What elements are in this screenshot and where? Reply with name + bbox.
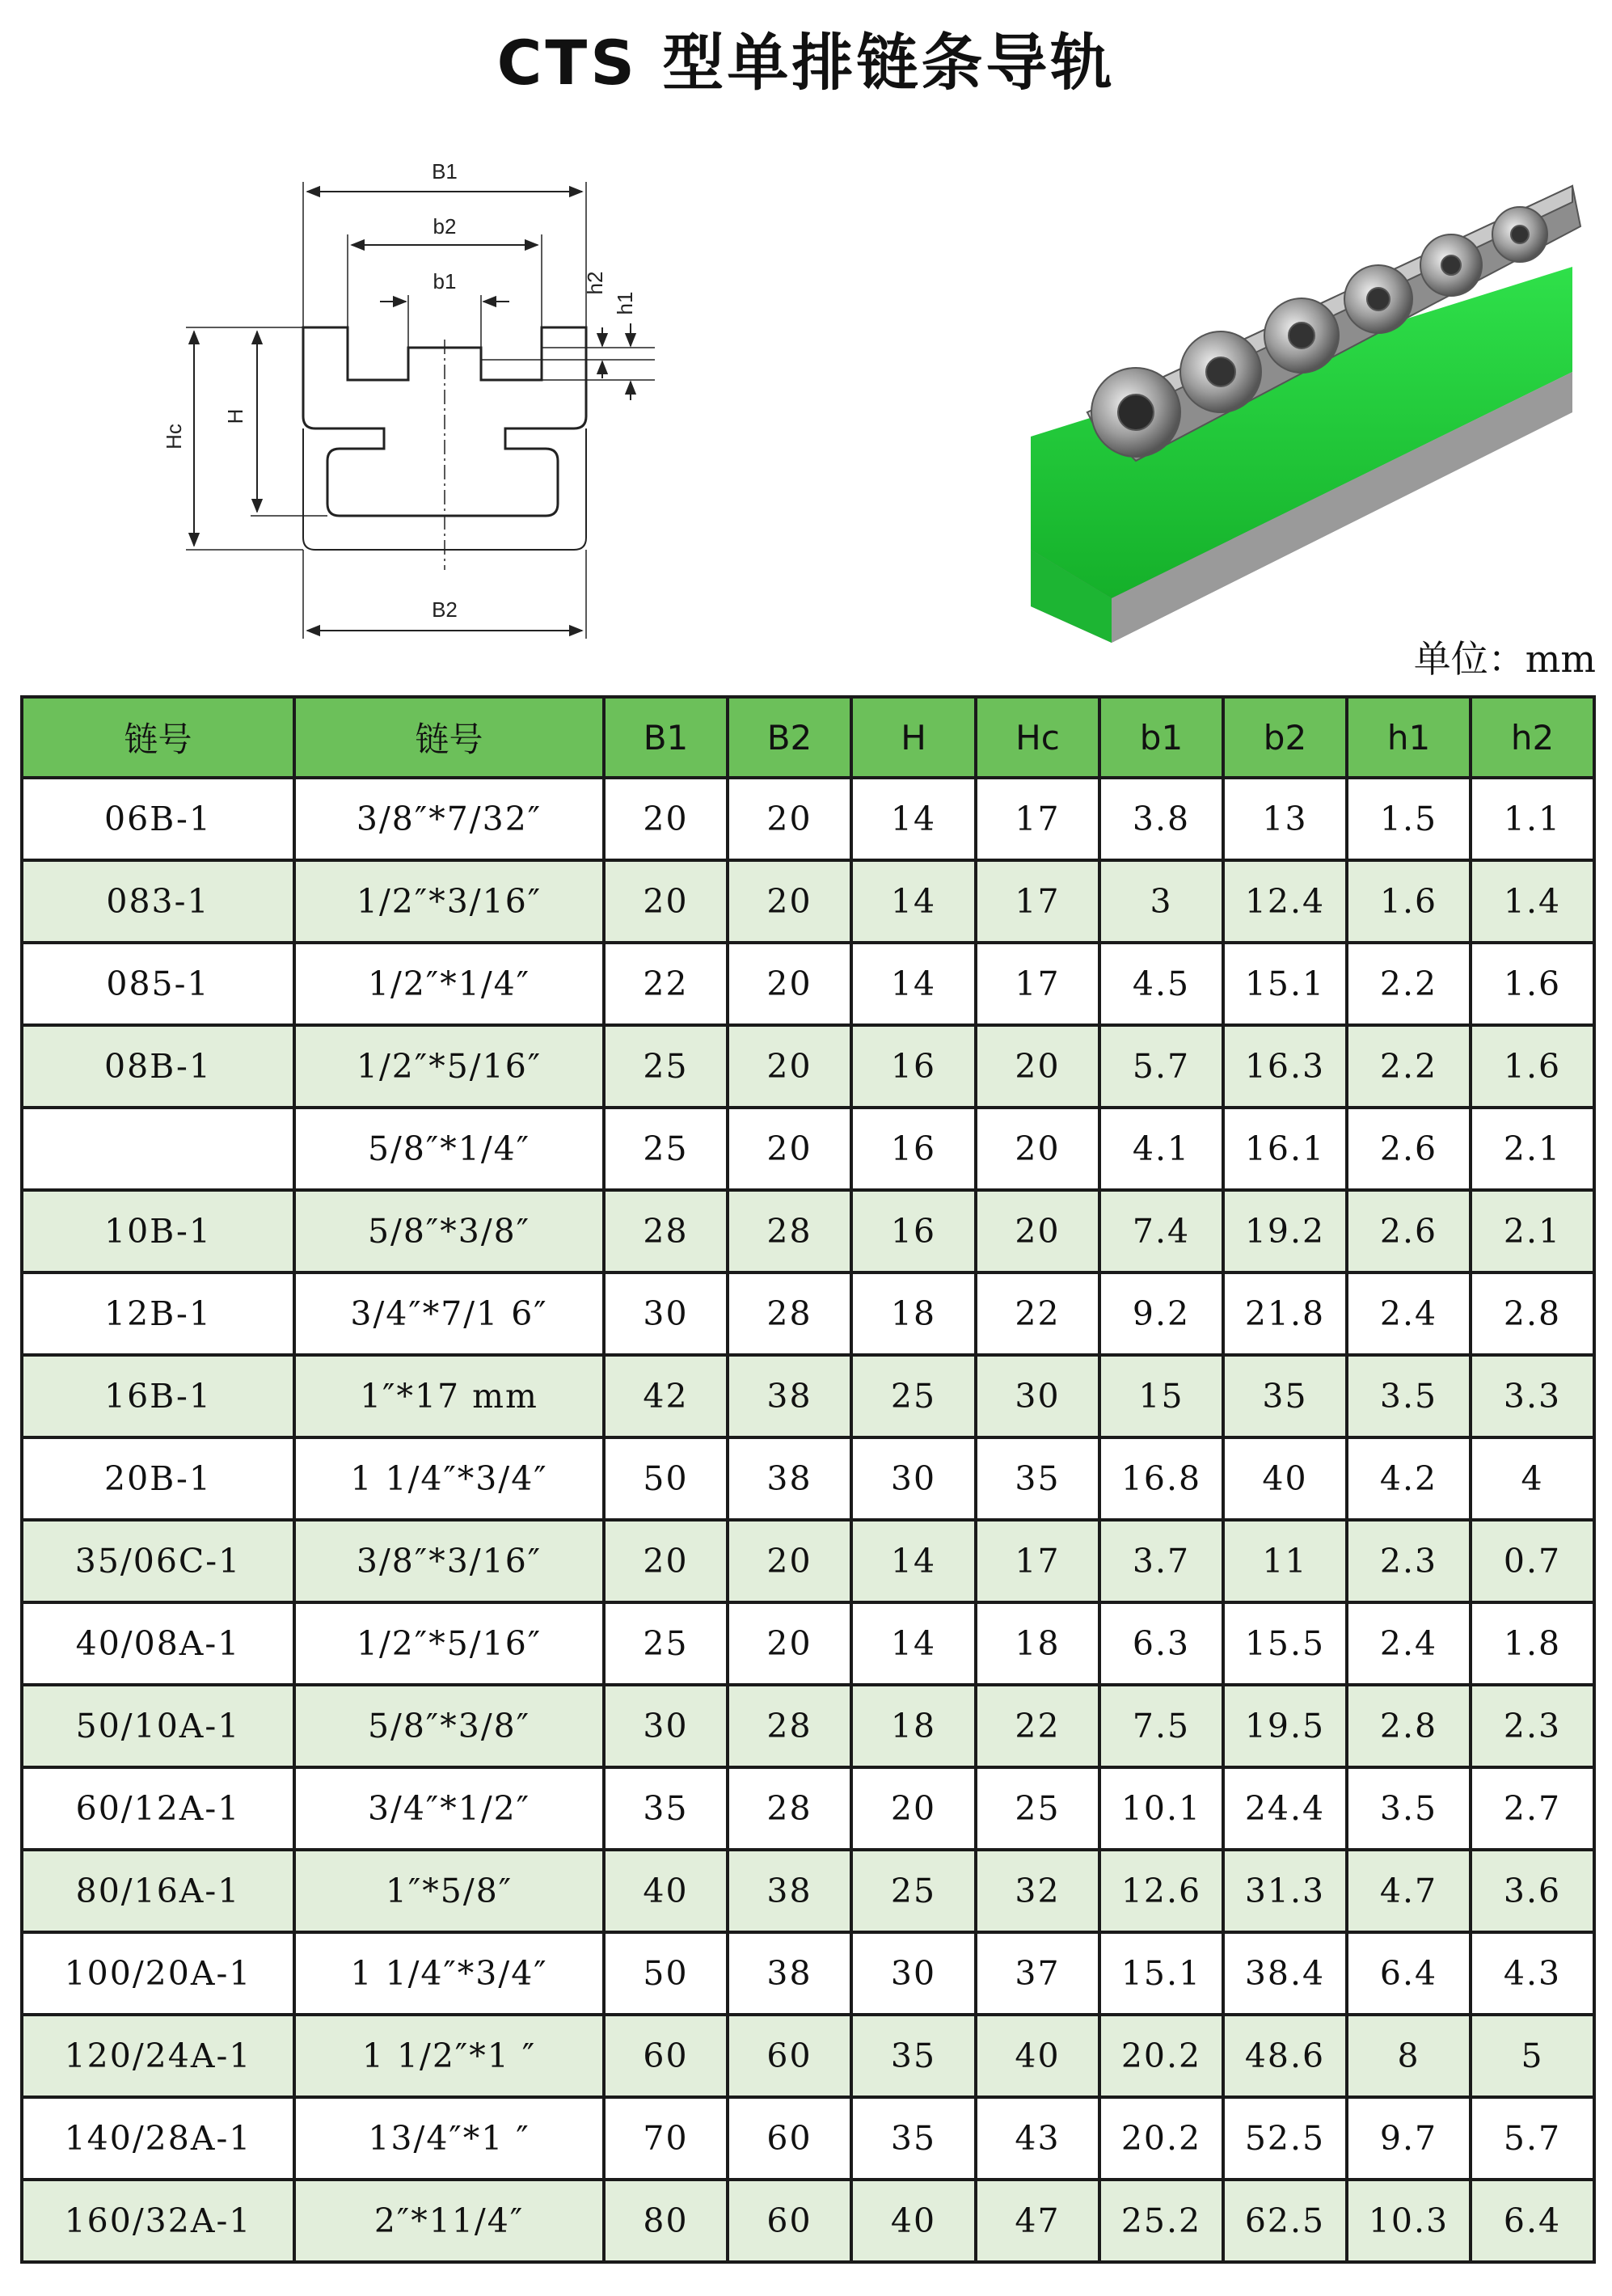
table-cell: 80 xyxy=(604,2180,728,2262)
table-row xyxy=(22,860,1594,943)
table-cell: 2.7 xyxy=(1471,1767,1594,1850)
table-cell: 60 xyxy=(604,2015,728,2097)
table-cell: 40 xyxy=(604,1850,728,1932)
table-row xyxy=(22,943,1594,1025)
table-cell: 20 xyxy=(976,1108,1099,1190)
table-cell: 37 xyxy=(976,1932,1099,2015)
spec-table xyxy=(20,695,1596,2264)
table-cell: 15.5 xyxy=(1223,1602,1347,1685)
unit-label: 单位：mm xyxy=(1413,637,1596,681)
table-cell: 30 xyxy=(976,1355,1099,1437)
table-cell: 1/2″*5/16″ xyxy=(294,1025,604,1108)
table-cell: 50/10A-1 xyxy=(22,1685,294,1767)
table-cell: 1.1 xyxy=(1471,778,1594,860)
table-cell: 11 xyxy=(1223,1520,1347,1602)
table-row xyxy=(22,1520,1594,1602)
column-header: 链号 xyxy=(22,697,294,778)
table-cell: 16 xyxy=(851,1025,976,1108)
table-cell: 3/8″*3/16″ xyxy=(294,1520,604,1602)
table-cell: 28 xyxy=(728,1685,851,1767)
table-cell: 17 xyxy=(976,778,1099,860)
table-cell: 1″*5/8″ xyxy=(294,1850,604,1932)
table-cell: 16 xyxy=(851,1108,976,1190)
table-cell: 2″*11/4″ xyxy=(294,2180,604,2262)
table-row xyxy=(22,1850,1594,1932)
page-title: CTS 型单排链条导轨 xyxy=(496,27,1116,99)
table-row xyxy=(22,1108,1594,1190)
table-cell: 40 xyxy=(851,2180,976,2262)
table-cell: 4.3 xyxy=(1471,1932,1594,2015)
table-cell: 4.1 xyxy=(1099,1108,1223,1190)
table-cell: 08B-1 xyxy=(22,1025,294,1108)
table-cell: 38 xyxy=(728,1850,851,1932)
table-cell: 14 xyxy=(851,1602,976,1685)
table-cell: 4.7 xyxy=(1347,1850,1471,1932)
table-cell: 80/16A-1 xyxy=(22,1850,294,1932)
table-cell: 0.7 xyxy=(1471,1520,1594,1602)
table-cell: 5/8″*1/4″ xyxy=(294,1108,604,1190)
table-cell: 21.8 xyxy=(1223,1273,1347,1355)
table-cell: 16.3 xyxy=(1223,1025,1347,1108)
table-row xyxy=(22,1767,1594,1850)
table-cell: 17 xyxy=(976,1520,1099,1602)
table-cell: 5.7 xyxy=(1471,2097,1594,2180)
product-photo xyxy=(1015,170,1597,647)
table-cell: 60 xyxy=(728,2097,851,2180)
table-cell: 25 xyxy=(851,1850,976,1932)
table-cell: 20 xyxy=(728,1108,851,1190)
table-cell: 35 xyxy=(1223,1355,1347,1437)
table-cell: 22 xyxy=(976,1685,1099,1767)
table-cell: 2.3 xyxy=(1347,1520,1471,1602)
table-cell: 4.5 xyxy=(1099,943,1223,1025)
table-cell: 3 xyxy=(1099,860,1223,943)
table-cell: 12.4 xyxy=(1223,860,1347,943)
table-cell: 48.6 xyxy=(1223,2015,1347,2097)
table-cell: 1.6 xyxy=(1347,860,1471,943)
table-cell: 35/06C-1 xyxy=(22,1520,294,1602)
column-header: h1 xyxy=(1347,697,1471,778)
table-cell: 2.6 xyxy=(1347,1108,1471,1190)
table-cell: 38 xyxy=(728,1437,851,1520)
table-cell: 06B-1 xyxy=(22,778,294,860)
table-cell: 32 xyxy=(976,1850,1099,1932)
table-cell: 25 xyxy=(604,1108,728,1190)
table-cell: 16B-1 xyxy=(22,1355,294,1437)
table-cell: 28 xyxy=(728,1767,851,1850)
label-Hc: Hc xyxy=(162,424,186,449)
table-row xyxy=(22,1685,1594,1767)
table-cell: 20 xyxy=(604,778,728,860)
table-row xyxy=(22,1932,1594,2015)
table-cell: 16.1 xyxy=(1223,1108,1347,1190)
table-cell: 3.5 xyxy=(1347,1767,1471,1850)
table-cell: 160/32A-1 xyxy=(22,2180,294,2262)
table-row xyxy=(22,1025,1594,1108)
column-header: b2 xyxy=(1223,697,1347,778)
table-cell: 20 xyxy=(728,943,851,1025)
column-header: 链号 xyxy=(294,697,604,778)
table-cell: 10.3 xyxy=(1347,2180,1471,2262)
table-cell: 20 xyxy=(728,1602,851,1685)
table-cell: 43 xyxy=(976,2097,1099,2180)
table-cell: 20 xyxy=(728,1025,851,1108)
label-B2: B2 xyxy=(432,597,458,622)
table-cell: 5/8″*3/8″ xyxy=(294,1685,604,1767)
table-cell: 25 xyxy=(851,1355,976,1437)
table-cell: 18 xyxy=(851,1273,976,1355)
table-cell xyxy=(22,1108,294,1190)
table-cell: 5 xyxy=(1471,2015,1594,2097)
table-cell: 12.6 xyxy=(1099,1850,1223,1932)
table-row xyxy=(22,1190,1594,1273)
table-cell: 2.3 xyxy=(1471,1685,1594,1767)
table-cell: 1.6 xyxy=(1471,1025,1594,1108)
table-cell: 25 xyxy=(604,1602,728,1685)
table-cell: 40 xyxy=(1223,1437,1347,1520)
table-cell: 14 xyxy=(851,1520,976,1602)
table-row xyxy=(22,1355,1594,1437)
table-cell: 3.5 xyxy=(1347,1355,1471,1437)
table-cell: 15 xyxy=(1099,1355,1223,1437)
column-header: h2 xyxy=(1471,697,1594,778)
table-cell: 42 xyxy=(604,1355,728,1437)
table-cell: 2.4 xyxy=(1347,1602,1471,1685)
table-cell: 35 xyxy=(604,1767,728,1850)
label-b1: b1 xyxy=(433,269,457,293)
table-cell: 14 xyxy=(851,943,976,1025)
table-cell: 15.1 xyxy=(1099,1932,1223,2015)
table-cell: 1/2″*1/4″ xyxy=(294,943,604,1025)
table-cell: 28 xyxy=(728,1273,851,1355)
table-cell: 9.2 xyxy=(1099,1273,1223,1355)
table-row xyxy=(22,2097,1594,2180)
table-cell: 35 xyxy=(851,2097,976,2180)
column-header: b1 xyxy=(1099,697,1223,778)
table-cell: 14 xyxy=(851,778,976,860)
table-cell: 4.2 xyxy=(1347,1437,1471,1520)
label-h1: h1 xyxy=(613,291,637,315)
table-cell: 22 xyxy=(976,1273,1099,1355)
table-cell: 60/12A-1 xyxy=(22,1767,294,1850)
table-cell: 1.8 xyxy=(1471,1602,1594,1685)
column-header: H xyxy=(851,697,976,778)
table-cell: 31.3 xyxy=(1223,1850,1347,1932)
table-cell: 24.4 xyxy=(1223,1767,1347,1850)
table-cell: 7.4 xyxy=(1099,1190,1223,1273)
table-cell: 2.8 xyxy=(1347,1685,1471,1767)
table-cell: 083-1 xyxy=(22,860,294,943)
table-cell: 17 xyxy=(976,943,1099,1025)
table-cell: 19.5 xyxy=(1223,1685,1347,1767)
table-cell: 3.6 xyxy=(1471,1850,1594,1932)
table-cell: 2.2 xyxy=(1347,943,1471,1025)
table-cell: 3/4″*1/2″ xyxy=(294,1767,604,1850)
table-cell: 2.2 xyxy=(1347,1025,1471,1108)
table-cell: 4 xyxy=(1471,1437,1594,1520)
table-cell: 20 xyxy=(604,1520,728,1602)
table-cell: 18 xyxy=(976,1602,1099,1685)
table-cell: 1.4 xyxy=(1471,860,1594,943)
table-cell: 13 xyxy=(1223,778,1347,860)
table-cell: 22 xyxy=(604,943,728,1025)
table-cell: 3.3 xyxy=(1471,1355,1594,1437)
table-cell: 20B-1 xyxy=(22,1437,294,1520)
table-cell: 25 xyxy=(976,1767,1099,1850)
table-cell: 52.5 xyxy=(1223,2097,1347,2180)
column-header: B2 xyxy=(728,697,851,778)
table-cell: 100/20A-1 xyxy=(22,1932,294,2015)
table-cell: 3/4″*7/1 6″ xyxy=(294,1273,604,1355)
table-cell: 085-1 xyxy=(22,943,294,1025)
table-cell: 30 xyxy=(604,1685,728,1767)
table-cell: 30 xyxy=(851,1932,976,2015)
table-cell: 1/2″*5/16″ xyxy=(294,1602,604,1685)
table-cell: 18 xyxy=(851,1685,976,1767)
table-row xyxy=(22,1437,1594,1520)
table-cell: 5/8″*3/8″ xyxy=(294,1190,604,1273)
table-cell: 9.7 xyxy=(1347,2097,1471,2180)
table-cell: 20 xyxy=(728,1520,851,1602)
table-cell: 47 xyxy=(976,2180,1099,2262)
table-cell: 2.6 xyxy=(1347,1190,1471,1273)
table-cell: 35 xyxy=(976,1437,1099,1520)
table-cell: 140/28A-1 xyxy=(22,2097,294,2180)
table-cell: 3.8 xyxy=(1099,778,1223,860)
table-row xyxy=(22,2015,1594,2097)
table-cell: 28 xyxy=(728,1190,851,1273)
table-cell: 50 xyxy=(604,1437,728,1520)
table-cell: 1.6 xyxy=(1471,943,1594,1025)
table-cell: 7.5 xyxy=(1099,1685,1223,1767)
table-cell: 50 xyxy=(604,1932,728,2015)
table-row xyxy=(22,1273,1594,1355)
table-cell: 20 xyxy=(976,1190,1099,1273)
table-cell: 38 xyxy=(728,1932,851,2015)
table-cell: 12B-1 xyxy=(22,1273,294,1355)
table-header-row xyxy=(22,697,1594,778)
table-cell: 35 xyxy=(851,2015,976,2097)
cross-section-diagram xyxy=(154,150,655,647)
table-cell: 40/08A-1 xyxy=(22,1602,294,1685)
table-cell: 20 xyxy=(976,1025,1099,1108)
table-cell: 1″*17 mm xyxy=(294,1355,604,1437)
table-row xyxy=(22,2180,1594,2262)
table-cell: 20.2 xyxy=(1099,2015,1223,2097)
table-cell: 3.7 xyxy=(1099,1520,1223,1602)
table-cell: 2.4 xyxy=(1347,1273,1471,1355)
table-cell: 16.8 xyxy=(1099,1437,1223,1520)
table-cell: 19.2 xyxy=(1223,1190,1347,1273)
table-cell: 25.2 xyxy=(1099,2180,1223,2262)
table-cell: 20 xyxy=(604,860,728,943)
label-b2: b2 xyxy=(433,214,457,238)
table-body xyxy=(22,778,1594,2262)
table-cell: 16 xyxy=(851,1190,976,1273)
table-cell: 2.1 xyxy=(1471,1108,1594,1190)
column-header: B1 xyxy=(604,697,728,778)
table-cell: 30 xyxy=(604,1273,728,1355)
table-cell: 30 xyxy=(851,1437,976,1520)
table-cell: 20.2 xyxy=(1099,2097,1223,2180)
table-cell: 38.4 xyxy=(1223,1932,1347,2015)
table-cell: 15.1 xyxy=(1223,943,1347,1025)
table-cell: 10B-1 xyxy=(22,1190,294,1273)
table-cell: 70 xyxy=(604,2097,728,2180)
table-cell: 38 xyxy=(728,1355,851,1437)
table-cell: 6.4 xyxy=(1347,1932,1471,2015)
table-cell: 20 xyxy=(851,1767,976,1850)
table-cell: 62.5 xyxy=(1223,2180,1347,2262)
table-cell: 60 xyxy=(728,2180,851,2262)
table-cell: 2.1 xyxy=(1471,1190,1594,1273)
table-cell: 13/4″*1 ″ xyxy=(294,2097,604,2180)
table-cell: 3/8″*7/32″ xyxy=(294,778,604,860)
table-cell: 14 xyxy=(851,860,976,943)
table-cell: 20 xyxy=(728,778,851,860)
table-cell: 20 xyxy=(728,860,851,943)
table-cell: 10.1 xyxy=(1099,1767,1223,1850)
table-cell: 8 xyxy=(1347,2015,1471,2097)
table-cell: 1 1/2″*1 ″ xyxy=(294,2015,604,2097)
table-cell: 28 xyxy=(604,1190,728,1273)
column-header: Hc xyxy=(976,697,1099,778)
table-cell: 5.7 xyxy=(1099,1025,1223,1108)
table-cell: 17 xyxy=(976,860,1099,943)
table-row xyxy=(22,778,1594,860)
table-cell: 1 1/4″*3/4″ xyxy=(294,1437,604,1520)
table-cell: 6.3 xyxy=(1099,1602,1223,1685)
table-cell: 25 xyxy=(604,1025,728,1108)
table-cell: 1 1/4″*3/4″ xyxy=(294,1932,604,2015)
table-cell: 60 xyxy=(728,2015,851,2097)
label-h2: h2 xyxy=(583,271,607,295)
table-cell: 40 xyxy=(976,2015,1099,2097)
table-cell: 1.5 xyxy=(1347,778,1471,860)
label-B1: B1 xyxy=(432,159,458,184)
table-cell: 6.4 xyxy=(1471,2180,1594,2262)
table-cell: 2.8 xyxy=(1471,1273,1594,1355)
table-cell: 120/24A-1 xyxy=(22,2015,294,2097)
table-cell: 1/2″*3/16″ xyxy=(294,860,604,943)
label-H: H xyxy=(223,408,247,424)
table-row xyxy=(22,1602,1594,1685)
